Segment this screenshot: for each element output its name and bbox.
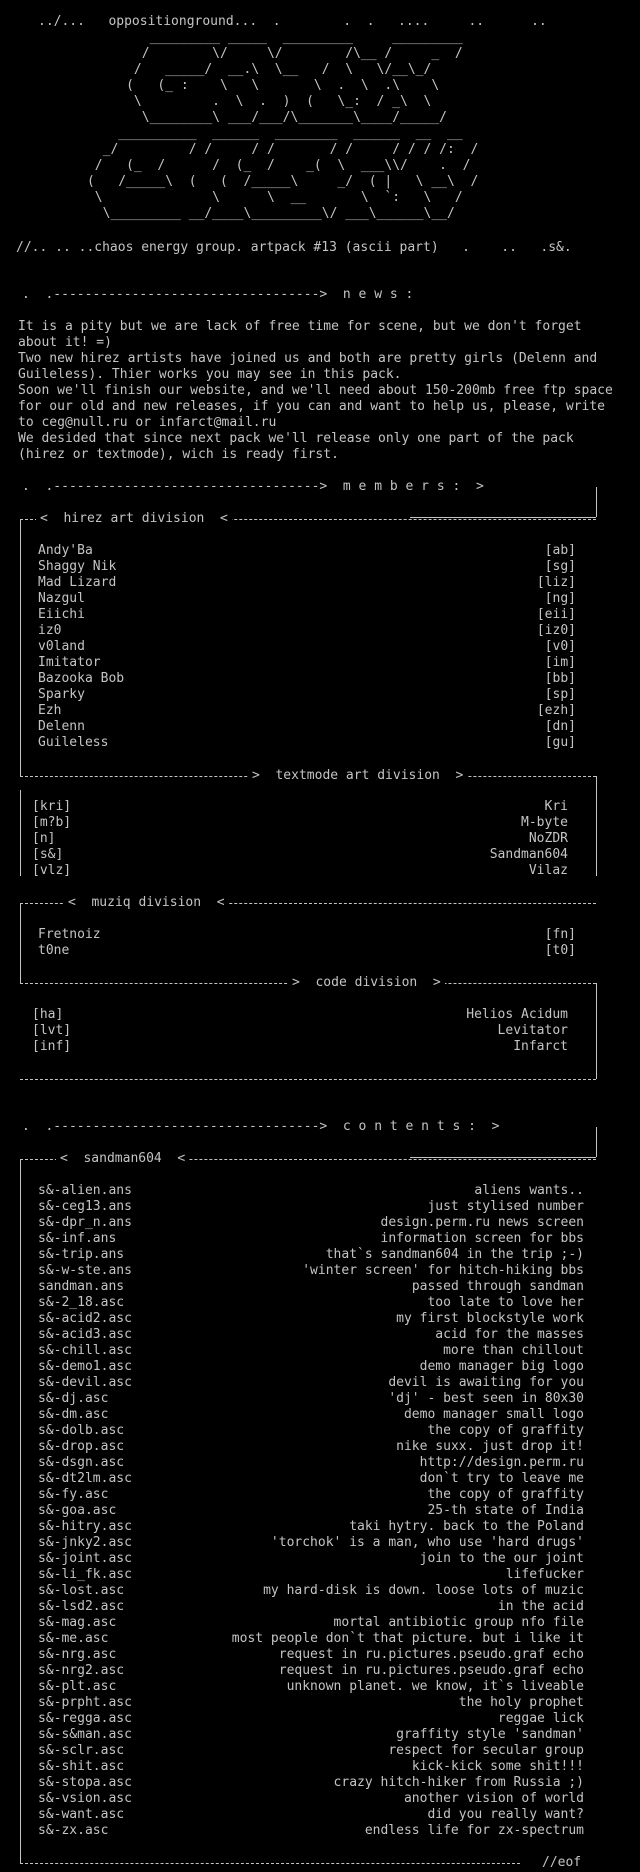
file-row-left: s&-alien.ans <box>38 1183 132 1198</box>
file-row-left: s&-sclr.asc <box>38 1743 125 1758</box>
member-row-left: [s&] <box>32 847 64 862</box>
file-row <box>38 1295 584 1311</box>
member-row <box>38 623 576 639</box>
file-row-right: aliens wants.. <box>474 1183 584 1198</box>
file-row-right: don`t try to leave me <box>419 1471 584 1486</box>
member-row-right: Sandman604 <box>489 847 568 862</box>
code-division-title: > code division > <box>288 975 445 991</box>
file-row <box>38 1423 584 1439</box>
file-row-right: information screen for bbs <box>380 1231 584 1246</box>
news-body: It is a pity but we are lack of free time for scene, but we don't forget about it! =) Two new hirez artists have joined us and both are pretty girls (Delenn and Guileless). Thier works you may see in this pack. Soon we'll finish our website, and we'll need about 150-200mb free ftp space for our old and new releases, if you can and want to help us, please, write to ceg@null.ru or infarct@mail.ru We desided that since next pack we'll release only one part of the pack (hirez or textmode), wich is ready first. <box>18 319 613 462</box>
member-row <box>38 655 576 671</box>
member-row-right: [bb] <box>544 671 576 686</box>
file-row <box>38 1375 584 1391</box>
member-row <box>38 719 576 735</box>
member-row-left: Delenn <box>38 719 85 734</box>
file-row-right: acid for the masses <box>435 1327 584 1342</box>
file-row <box>38 1215 584 1231</box>
file-row <box>38 1183 584 1199</box>
member-row <box>38 607 576 623</box>
file-row-left: s&-lost.asc <box>38 1583 125 1598</box>
file-row-left: s&-drop.asc <box>38 1439 125 1454</box>
file-row-left: s&-demo1.asc <box>38 1359 132 1374</box>
file-row-right: most people don`t that picture. but i like it <box>231 1631 584 1646</box>
member-row-right: [eii] <box>536 607 576 622</box>
file-row <box>38 1551 584 1567</box>
file-row-left: s&-li_fk.asc <box>38 1567 132 1582</box>
frame-line <box>596 1127 597 1157</box>
file-row-left: s&-zx.asc <box>38 1823 109 1838</box>
file-row <box>38 1743 584 1759</box>
member-row <box>38 575 576 591</box>
file-row <box>38 1359 584 1375</box>
sandman604-section-title: < sandman604 < <box>56 1151 189 1167</box>
member-row <box>32 831 568 847</box>
file-row <box>38 1567 584 1583</box>
member-row-right: [liz] <box>536 575 576 590</box>
file-row-right: the copy of graffity <box>427 1423 584 1438</box>
member-row <box>38 639 576 655</box>
file-row <box>38 1679 584 1695</box>
file-row-right: request in ru.pictures.pseudo.graf echo <box>278 1663 584 1678</box>
file-row-right: more than chillout <box>443 1343 584 1358</box>
member-row-right: Infarct <box>513 1039 568 1054</box>
file-row-right: my hard-disk is down. loose lots of muzic <box>263 1583 584 1598</box>
file-row-right: mortal antibiotic group nfo file <box>333 1615 584 1630</box>
file-row-right: 'torchok' is a man, who use 'hard drugs' <box>270 1535 584 1550</box>
member-row <box>38 543 576 559</box>
member-row-right: [gu] <box>544 735 576 750</box>
file-row <box>38 1647 584 1663</box>
member-row-right: Helios Acidum <box>466 1007 568 1022</box>
file-row-left: s&-ceg13.ans <box>38 1199 132 1214</box>
member-row-right: [im] <box>544 655 576 670</box>
file-row-left: s&-prpht.asc <box>38 1695 132 1710</box>
frame-line <box>20 1863 520 1864</box>
file-row-left: s&-dt2lm.asc <box>38 1471 132 1486</box>
frame-line <box>20 1079 596 1080</box>
file-row <box>38 1471 584 1487</box>
file-row-left: s&-dpr_n.ans <box>38 1215 132 1230</box>
member-row <box>32 799 568 815</box>
member-row <box>38 671 576 687</box>
member-row <box>32 863 568 879</box>
file-row-right: taki hytry. back to the Poland <box>349 1519 584 1534</box>
file-row-right: that`s sandman604 in the trip ;-) <box>325 1247 584 1262</box>
member-row-left: v0land <box>38 639 85 654</box>
member-row-right: [ezh] <box>536 703 576 718</box>
file-row-left: s&-dj.asc <box>38 1391 109 1406</box>
file-row-left: s&-dolb.asc <box>38 1423 125 1438</box>
file-row <box>38 1439 584 1455</box>
file-row-right: nike suxx. just drop it! <box>396 1439 584 1454</box>
member-row <box>32 1007 568 1023</box>
member-row-right: Vilaz <box>528 863 568 878</box>
file-row-right: did you really want? <box>427 1807 584 1822</box>
file-row-left: s&-acid3.asc <box>38 1327 132 1342</box>
file-row-right: just stylised number <box>427 1199 584 1214</box>
file-row-left: sandman.ans <box>38 1279 125 1294</box>
member-row <box>38 559 576 575</box>
member-row <box>38 927 576 943</box>
file-row <box>38 1263 584 1279</box>
member-row-left: Eiichi <box>38 607 85 622</box>
file-row-left: s&-fy.asc <box>38 1487 109 1502</box>
file-row-right: 'dj' - best seen in 80x30 <box>388 1391 584 1406</box>
frame-line <box>20 1159 21 1863</box>
member-row-left: Fretnoiz <box>38 927 101 942</box>
member-row <box>38 943 576 959</box>
file-row-left: s&-trip.ans <box>38 1247 125 1262</box>
member-row-left: [vlz] <box>32 863 72 878</box>
file-row-right: endless life for zx-spectrum <box>364 1823 584 1838</box>
file-row-left: s&-inf.ans <box>38 1231 117 1246</box>
file-row-left: s&-shit.asc <box>38 1759 125 1774</box>
member-row-right: M-byte <box>521 815 568 830</box>
file-row-right: http://design.perm.ru <box>419 1455 584 1470</box>
member-row <box>32 1039 568 1055</box>
file-row <box>38 1599 584 1615</box>
file-row-left: s&-dsgn.asc <box>38 1455 125 1470</box>
textmode-division-title: > textmode art division > <box>248 768 467 784</box>
frame-line <box>20 903 21 983</box>
member-row-left: Shaggy Nik <box>38 559 117 574</box>
file-row <box>38 1711 584 1727</box>
ceg-ascii-logo: _________ _____ _________ _________ / \/ \/ /\__ / _ / / _____/ __.\ \__ / \ \/__\_/ ( (_ : \ \ \ . \ .\ \ \ . \ . ) ( \_: / _\ \ \________\ ___/___/\_______\____/_____/ __________ ______ ________ ______ __ __ _/ / / / / / / / / / /: / / (_ / / (_ / _( \ ___\\/ . / ( /_____\ ( ( /_____\ _/ ( | \ __\ / \ \ \ __ \ `: \ / \_________ __/____\_________\/ ___\______\__/ <box>86 30 479 221</box>
frame-line <box>410 1157 596 1158</box>
member-row-left: Ezh <box>38 703 62 718</box>
frame-line <box>596 776 597 876</box>
file-row <box>38 1823 584 1839</box>
member-row-right: NoZDR <box>528 831 568 846</box>
file-row <box>38 1791 584 1807</box>
member-row-left: [n] <box>32 831 56 846</box>
file-row-right: 25-th state of India <box>427 1503 584 1518</box>
eof-marker: //eof <box>542 1855 582 1870</box>
file-row-left: s&-devil.asc <box>38 1375 132 1390</box>
file-row-left: s&-me.asc <box>38 1631 109 1646</box>
member-row <box>38 703 576 719</box>
file-row-right: demo manager small logo <box>403 1407 584 1422</box>
file-row-left: s&-hitry.asc <box>38 1519 132 1534</box>
file-row <box>38 1631 584 1647</box>
file-row-left: s&-nrg.asc <box>38 1647 117 1662</box>
file-row-right: my first blockstyle work <box>396 1311 584 1326</box>
member-row-left: Imitator <box>38 655 101 670</box>
file-row <box>38 1759 584 1775</box>
file-row-left: s&-regga.asc <box>38 1711 132 1726</box>
file-row-right: kick-kick some shit!!! <box>411 1759 584 1774</box>
file-row-right: unknown planet. we know, it`s liveable <box>286 1679 584 1694</box>
member-row-left: Bazooka Bob <box>38 671 125 686</box>
file-row <box>38 1503 584 1519</box>
muziq-division-title: < muziq division < <box>64 895 229 911</box>
member-row <box>32 815 568 831</box>
member-row-right: [sp] <box>544 687 576 702</box>
member-row-left: t0ne <box>38 943 70 958</box>
file-row <box>38 1727 584 1743</box>
member-row <box>32 1023 568 1039</box>
file-row-left: s&-plt.asc <box>38 1679 117 1694</box>
news-header: . .----------------------------------> n e w s : <box>22 287 414 302</box>
file-row <box>38 1695 584 1711</box>
member-row-left: [lvt] <box>32 1023 72 1038</box>
file-row-left: s&-vsion.asc <box>38 1791 132 1806</box>
frame-line <box>20 790 21 876</box>
file-row-right: design.perm.ru news screen <box>380 1215 584 1230</box>
file-row <box>38 1487 584 1503</box>
file-row-left: s&-acid2.asc <box>38 1311 132 1326</box>
file-row-left: s&-joint.asc <box>38 1551 132 1566</box>
member-row-left: iz0 <box>38 623 62 638</box>
member-row-right: [fn] <box>544 927 576 942</box>
member-row-right: [ab] <box>544 543 576 558</box>
file-row-left: s&-2_18.asc <box>38 1295 125 1310</box>
file-row <box>38 1583 584 1599</box>
file-row-right: devil is awaiting for you <box>388 1375 584 1390</box>
file-row-right: passed through sandman <box>411 1279 584 1294</box>
file-row-right: lifefucker <box>505 1567 584 1582</box>
file-row <box>38 1535 584 1551</box>
file-row-left: s&-w-ste.ans <box>38 1263 132 1278</box>
file-row <box>38 1519 584 1535</box>
member-row-right: [v0] <box>544 639 576 654</box>
file-row-right: join to the our joint <box>419 1551 584 1566</box>
file-row-right: another vision of world <box>403 1791 584 1806</box>
file-row <box>38 1327 584 1343</box>
frame-line <box>410 517 596 518</box>
file-row <box>38 1615 584 1631</box>
file-row <box>38 1343 584 1359</box>
file-row-right: respect for secular group <box>388 1743 584 1758</box>
frame-line <box>20 519 21 776</box>
member-row-left: Nazgul <box>38 591 85 606</box>
file-row-left: s&-jnky2.asc <box>38 1535 132 1550</box>
file-row-right: crazy hitch-hiker from Russia ;) <box>333 1775 584 1790</box>
frame-line <box>596 983 597 1079</box>
file-row-left: s&-s&man.asc <box>38 1727 132 1742</box>
file-row-right: reggae lick <box>497 1711 584 1726</box>
file-row <box>38 1455 584 1471</box>
file-row <box>38 1807 584 1823</box>
file-row-right: request in ru.pictures.pseudo.graf echo <box>278 1647 584 1662</box>
file-row-left: s&-want.asc <box>38 1807 125 1822</box>
file-row <box>38 1391 584 1407</box>
member-row-left: [inf] <box>32 1039 72 1054</box>
file-row-right: 'winter screen' for hitch-hiking bbs <box>302 1263 584 1278</box>
member-row-left: [ha] <box>32 1007 64 1022</box>
hirez-division-title: < hirez art division < <box>36 511 232 527</box>
member-row <box>38 687 576 703</box>
file-row-left: s&-nrg2.asc <box>38 1663 125 1678</box>
file-row <box>38 1407 584 1423</box>
member-row-left: Sparky <box>38 687 85 702</box>
member-row-right: [dn] <box>544 719 576 734</box>
member-row-left: [kri] <box>32 799 72 814</box>
contents-header: . .----------------------------------> c o n t e n t s : > <box>22 1119 500 1134</box>
member-row-left: Andy'Ba <box>38 543 93 558</box>
file-row-right: in the acid <box>497 1599 584 1614</box>
file-row-left: s&-mag.asc <box>38 1615 117 1630</box>
member-row <box>38 591 576 607</box>
member-row-right: [sg] <box>544 559 576 574</box>
member-row-right: [ng] <box>544 591 576 606</box>
file-row-left: s&-stopa.asc <box>38 1775 132 1790</box>
file-row <box>38 1247 584 1263</box>
member-row-right: [t0] <box>544 943 576 958</box>
member-row-left: Mad Lizard <box>38 575 117 590</box>
member-row <box>32 847 568 863</box>
file-row-left: s&-goa.asc <box>38 1503 117 1518</box>
member-row-right: [iz0] <box>536 623 576 638</box>
file-row-right: too late to love her <box>427 1295 584 1310</box>
member-row-left: Guileless <box>38 735 109 750</box>
frame-line <box>596 487 597 517</box>
artpack-tagline: //.. .. ..chaos energy group. artpack #13 (ascii part) . .. .s&. <box>16 240 572 255</box>
file-row-right: the holy prophet <box>458 1695 584 1710</box>
logo-header-line: ../... oppositionground... . . . .... .. .. <box>38 14 547 29</box>
file-row-right: graffity style 'sandman' <box>396 1727 584 1742</box>
file-row <box>38 1199 584 1215</box>
member-row-right: Kri <box>544 799 568 814</box>
member-row <box>38 735 576 751</box>
file-row <box>38 1231 584 1247</box>
file-row-right: the copy of graffity <box>427 1487 584 1502</box>
file-row <box>38 1775 584 1791</box>
file-row-left: s&-dm.asc <box>38 1407 109 1422</box>
file-row <box>38 1663 584 1679</box>
member-row-left: [m?b] <box>32 815 72 830</box>
member-row-right: Levitator <box>497 1023 568 1038</box>
file-row-left: s&-lsd2.asc <box>38 1599 125 1614</box>
file-row-right: demo manager big logo <box>419 1359 584 1374</box>
file-row <box>38 1311 584 1327</box>
members-header: . .----------------------------------> m e m b e r s : > <box>22 479 484 494</box>
file-row <box>38 1279 584 1295</box>
file-row-left: s&-chill.asc <box>38 1343 132 1358</box>
